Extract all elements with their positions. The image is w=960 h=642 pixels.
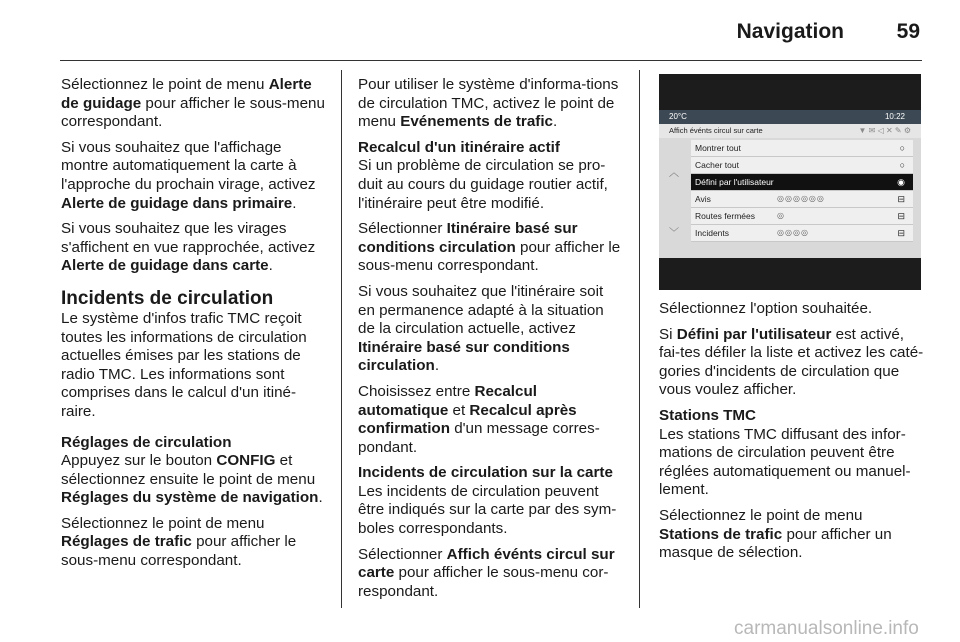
paragraph: Si Défini par l'utilisateur est activé, fai-tes défiler la liste et activez les caté-gories d'incidents de circulation que vous voulez afficher. xyxy=(659,325,924,399)
page-title: Navigation xyxy=(736,20,844,43)
menu-item-routes-fermees[interactable]: Routes fermées ◎ ⊟ xyxy=(691,208,913,225)
paragraph: Sélectionner Itinéraire basé sur conditions circulation pour afficher le sous-menu correspondant. xyxy=(358,220,621,275)
screen-title-text: Affich événts circul sur carte xyxy=(669,126,763,135)
column-3 xyxy=(659,76,924,570)
paragraph: Sélectionnez l'option souhaitée. xyxy=(659,300,873,317)
menu-item-avis[interactable]: Avis ◎◎◎◎◎◎ ⊟ xyxy=(691,191,913,208)
paragraph: Pour utiliser le système d'informa-tions de circulation TMC, activez le point de menu Evénements de trafic. xyxy=(358,76,619,131)
subheading: Incidents de circulation sur la carte xyxy=(358,464,613,482)
display-screen xyxy=(659,110,921,258)
radio-icon[interactable]: ○ xyxy=(899,143,905,153)
column-divider-2 xyxy=(639,70,640,608)
paragraph: Les stations TMC diffusant des infor-mations de circulation peuvent être réglées automatiquement ou manuel-lement. xyxy=(659,425,911,499)
scroll-down-icon[interactable]: ﹀ xyxy=(669,228,679,239)
paragraph: Appuyez sur le bouton CONFIG et sélectionnez ensuite le point de menu Réglages du système de navigation. xyxy=(61,452,323,507)
menu-item-incidents[interactable]: Incidents ◎◎◎◎ ⊟ xyxy=(691,225,913,242)
options-menu xyxy=(691,140,913,242)
paragraph: Si un problème de circulation se pro-duit au cours du guidage routier actif, l'itinéraire peut être modifié. xyxy=(358,157,608,212)
paragraph: Sélectionnez le point de menu Alerte de guidage pour afficher le sous-menu correspondant. xyxy=(61,76,325,131)
subheading: Stations TMC xyxy=(659,406,757,424)
submenu-icon[interactable]: ⊟ xyxy=(897,211,905,221)
paragraph: Choisissez entre Recalcul automatique et Recalcul après confirmation d'un message corres-pondant. xyxy=(358,382,600,456)
category-icons: ◎ xyxy=(777,211,785,220)
column-1 xyxy=(61,76,325,578)
category-icons: ◎◎◎◎ xyxy=(777,228,809,237)
temperature-readout: 20°C xyxy=(669,112,687,121)
column-2 xyxy=(358,76,624,608)
paragraph: Sélectionnez le point de menu Réglages de trafic pour afficher le sous-menu correspondant. xyxy=(61,514,297,570)
status-bar xyxy=(659,110,921,124)
menu-item-montrer-tout[interactable]: Montrer tout ○ xyxy=(691,140,913,157)
category-icons: ◎◎◎◎◎◎ xyxy=(777,194,825,203)
submenu-icon[interactable]: ⊟ xyxy=(897,194,905,204)
page-header xyxy=(60,14,922,58)
column-divider-1 xyxy=(341,70,342,608)
menu-item-cacher-tout[interactable]: Cacher tout ○ xyxy=(691,157,913,174)
menu-item-defini-par-utilisateur[interactable]: Défini par l'utilisateur ◉ xyxy=(691,174,913,191)
paragraph: Si vous souhaitez que l'affichage montre automatiquement la carte à l'approche du prochain virage, activez Alerte de guidage dans primaire. xyxy=(61,138,316,212)
subheading: Recalcul d'un itinéraire actif xyxy=(358,138,560,156)
infotainment-screenshot xyxy=(659,74,921,290)
scroll-arrows[interactable] xyxy=(669,144,679,264)
paragraph: Le système d'infos trafic TMC reçoit toutes les informations de circulation actuelles émises par les stations de radio TMC. Les informations sont comprises dans le calcul d'un itiné-raire. xyxy=(61,309,307,420)
clock-readout: 10:22 xyxy=(884,112,905,121)
paragraph: Sélectionnez le point de menu Stations de trafic pour afficher un masque de sélection. xyxy=(659,506,892,562)
paragraph: Si vous souhaitez que l'itinéraire soit en permanence adapté à la situation de la circulation actuelle, activez Itinéraire basé sur conditions circulation. xyxy=(358,282,604,375)
page-number: 59 xyxy=(896,20,920,43)
paragraph: Si vous souhaitez que les virages s'affichent en vue rapprochée, activez Alerte de guidage dans carte. xyxy=(61,220,316,275)
section-heading: Incidents de circulation xyxy=(61,287,274,309)
paragraph: Sélectionner Affich événts circul sur carte pour afficher le sous-menu cor-respondant. xyxy=(358,545,615,600)
radio-icon[interactable]: ○ xyxy=(899,160,905,170)
radio-selected-icon[interactable]: ◉ xyxy=(897,177,905,187)
screen-title xyxy=(659,124,921,138)
paragraph: Les incidents de circulation peuvent être indiqués sur la carte par des sym-boles correspondants. xyxy=(358,482,617,538)
submenu-icon[interactable]: ⊟ xyxy=(897,228,905,238)
watermark: carmanualsonline.info xyxy=(734,618,919,639)
header-rule xyxy=(60,60,922,61)
subheading: Réglages de circulation xyxy=(61,433,232,451)
status-icons: ▼ ✉ ◁ ✕ ✎ ⚙ xyxy=(858,126,911,135)
scroll-up-icon[interactable]: ︿ xyxy=(669,168,679,179)
